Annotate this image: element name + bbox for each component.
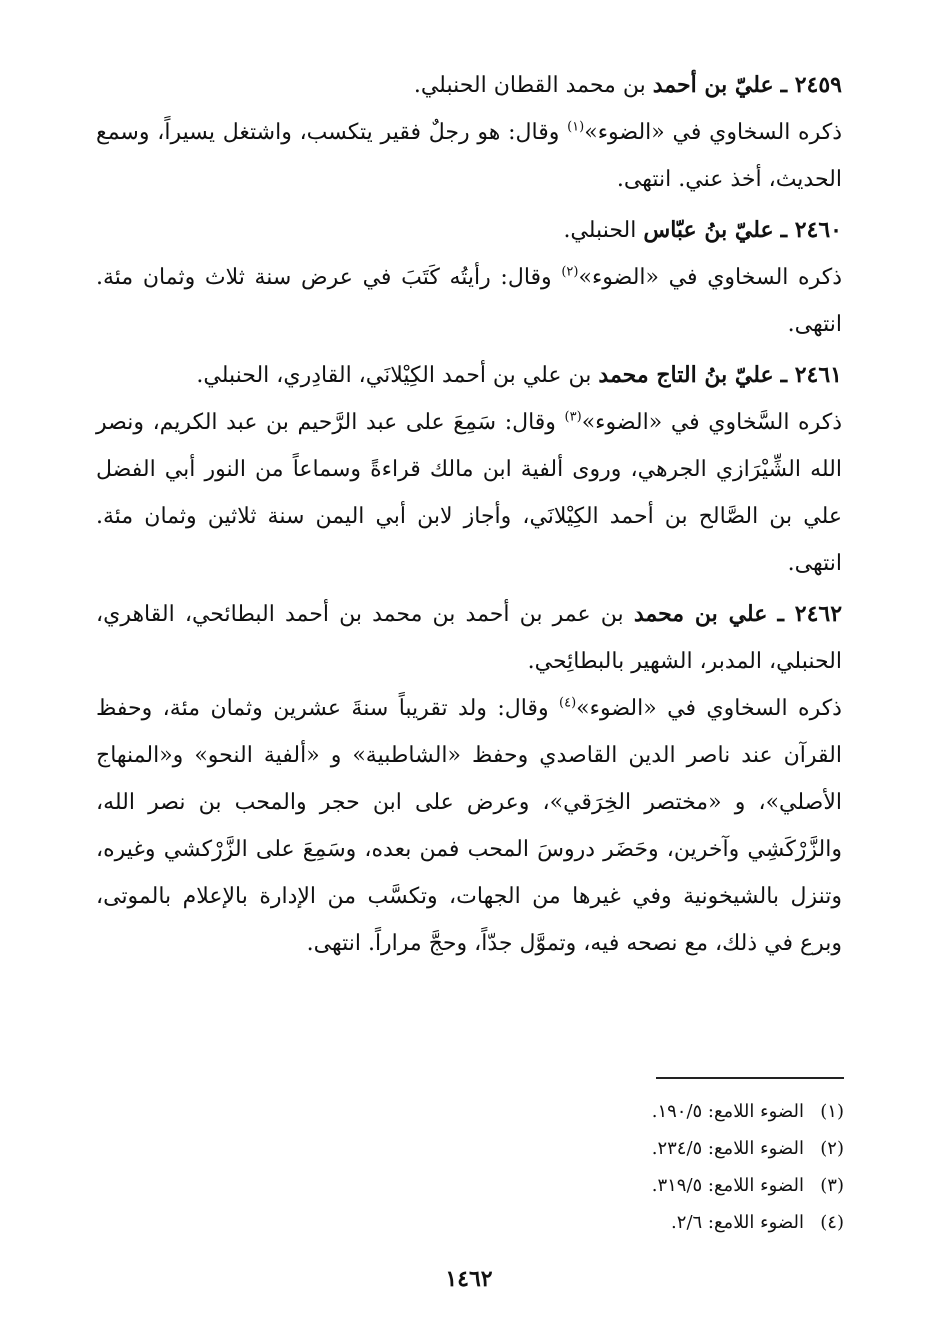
page-number: ١٤٦٢	[445, 1266, 493, 1292]
entry-body-text: ذكره السخاوي في «الضوء»	[584, 120, 842, 145]
footnote-ref: (١)	[567, 119, 585, 135]
entry-body-text: وقال: ولد تقريباً سنةَ عشرين وثمان مئة، وحفظ القرآن عند ناصر الدين القاصدي وحفظ «الشاطبية» و «ألفية النحو» و«المنهاج الأصلي»، و «مختصر الخِرَقي»، وعرض على ابن حجر والمحب بن نصر الله، والزَّرْكَشِي وآخرين، وحَضَر دروسَ المحب فمن بعده، وسَمِعَ على الزَّرْكشي وغيره، وتنزل بالشيخونية وفي غيرها من الجهات، وتكسَّب من الإدارة بالإعلام بالموتى، وبرع في ذلك، مع نصحه فيه، وتموَّل جدّاً، وحجَّ مراراً. انتهى.	[96, 696, 843, 956]
entry-body	[96, 399, 842, 587]
entry-body-text: ذكره السَّخاوي في «الضوء»	[581, 410, 842, 435]
entry-body	[96, 685, 842, 967]
footnotes	[560, 1093, 844, 1241]
entry-name: عليّ بن أحمد	[652, 72, 774, 98]
entry-name: عليّ بنُ عبّاس	[643, 217, 774, 243]
footnote-divider	[656, 1077, 844, 1079]
entry-body-text: وقال: هو رجلٌ فقير يتكسب، واشتغل يسيراً، وسمع الحديث، أخذ عني. انتهى.	[96, 120, 842, 192]
entry-body-text: وقال: سَمِعَ على عبد الرَّحيم بن عبد الكريم، ونصر الله الشِّيْرَازي الجرهي، وروى ألفية ابن مالك قراءةً وسماعاً من النور أبي الفضل علي بن الصَّالح بن أحمد الكِيْلانَي، وأجاز لابن أبي اليمن سنة ثلاثين وثمان مئة. انتهى.	[96, 410, 842, 576]
entry-lineage: الحنبلي.	[563, 218, 637, 243]
footnote-number: (١)	[820, 1101, 844, 1122]
entry-lineage: بن علي بن أحمد الكِيْلانَي، القادِري، الحنبلي.	[196, 363, 592, 388]
footnote-text: الضوء اللامع: ٢/٦.	[671, 1212, 804, 1233]
entry-heading	[96, 591, 842, 685]
entry-lineage: بن محمد القطان الحنبلي.	[413, 73, 646, 98]
entry-number: ٢٤٥٩ ـ	[780, 72, 842, 98]
entry-body-text: ذكره السخاوي في «الضوء»	[576, 696, 842, 721]
footnote-text: الضوء اللامع: ٣١٩/٥.	[651, 1175, 804, 1196]
footnote-number: (٣)	[820, 1175, 844, 1196]
entry-heading	[96, 62, 842, 109]
entry-name: عليّ بنُ التاج محمد	[598, 362, 774, 388]
footnote-ref: (٢)	[561, 264, 579, 280]
footnote-item	[560, 1130, 844, 1167]
entry-number: ٢٤٦٠ ـ	[780, 217, 842, 243]
entry-body-text: ذكره السخاوي في «الضوء»	[578, 265, 842, 290]
footnote-ref: (٣)	[564, 409, 582, 425]
entry-heading	[96, 207, 842, 254]
entry-body	[96, 254, 842, 348]
footnote-number: (٢)	[820, 1138, 844, 1159]
footnote-number: (٤)	[820, 1212, 844, 1233]
entry-body	[96, 109, 842, 203]
footnote-item	[560, 1167, 844, 1204]
footnote-item	[560, 1093, 844, 1130]
entry-body-text: وقال: رأيتُه كَتَبَ في عرض سنة ثلاث وثمان مئة. انتهى.	[96, 265, 842, 337]
entry-name: علي بن محمد	[633, 601, 768, 627]
footnote-item	[560, 1204, 844, 1241]
page-body	[96, 58, 842, 967]
entry-number: ٢٤٦٢ ـ	[777, 601, 843, 627]
footnote-ref: (٤)	[559, 695, 577, 711]
entry-heading	[96, 352, 842, 399]
entry-lineage: بن عمر بن أحمد بن محمد بن أحمد البطائحي، القاهري، الحنبلي، المدبر، الشهير بالبطائِحي.	[96, 602, 842, 674]
entry-number: ٢٤٦١ ـ	[780, 362, 842, 388]
footnote-text: الضوء اللامع: ١٩٠/٥.	[651, 1101, 804, 1122]
footnote-text: الضوء اللامع: ٢٣٤/٥.	[651, 1138, 804, 1159]
